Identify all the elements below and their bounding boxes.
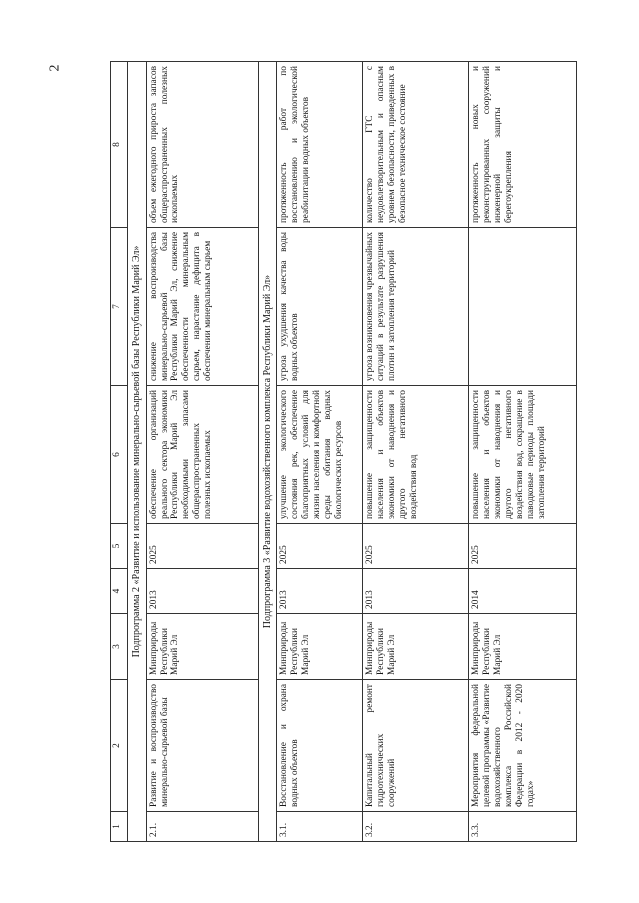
header-cell: 3 bbox=[111, 614, 128, 680]
end-year: 2025 bbox=[277, 524, 363, 569]
table-row bbox=[146, 62, 258, 842]
consequences bbox=[469, 228, 577, 386]
header-cell: 5 bbox=[111, 524, 128, 569]
end-year: 2025 bbox=[146, 524, 258, 569]
indicator: количество ГТС с неудовлетворительным и опасным уровнем безопасности, приведенных в безопасное техническое состояние bbox=[363, 62, 469, 228]
consequences: снижение воспроизводства минерально-сырьевой базы Республики Марий Эл, снижение обеспеченности минеральным сырьем, нарастание дефицита в обеспечении минеральным сырьем bbox=[146, 228, 258, 386]
indicator: протяженность работ по восстановлению и экологической реабилитации водных объектов bbox=[277, 62, 363, 228]
start-year: 2014 bbox=[469, 569, 577, 614]
table-row bbox=[363, 62, 469, 842]
expected-result: повышение защищенности населения и объектов экономики от наводнения и другого негативного воздействия вод, сокращение в паводковые периоды площади затопления территорий bbox=[469, 386, 577, 524]
header-cell: 1 bbox=[111, 812, 128, 842]
executor: Минприроды Республики Марий Эл bbox=[363, 614, 469, 680]
expected-result: улучшение экологического состояния рек, обеспечение благоприятных условий для жизни населения и комфортной среды обитания водных биологических ресурсов bbox=[277, 386, 363, 524]
program-measures-table bbox=[110, 61, 577, 842]
expected-result: обеспечение организаций реального сектора экономики Республики Марий Эл необходимыми запасами общераспространенных полезных ископаемых bbox=[146, 386, 258, 524]
header-cell: 6 bbox=[111, 386, 128, 524]
start-year: 2013 bbox=[277, 569, 363, 614]
row-number: 3.1. bbox=[277, 812, 363, 842]
table-row bbox=[277, 62, 363, 842]
measure-name: Мероприятия федеральной целевой программы «Развитие водохозяйственного комплекса Российской Федерации в 2012 - 2020 годах» bbox=[469, 680, 577, 812]
end-year: 2025 bbox=[469, 524, 577, 569]
subprogram-title: Подпрограмма 3 «Развитие водохозяйственного комплекса Республики Марий Эл» bbox=[258, 62, 277, 842]
row-number: 2.1. bbox=[146, 812, 258, 842]
start-year: 2013 bbox=[146, 569, 258, 614]
page-number: 2 bbox=[47, 64, 63, 72]
subprogram-title: Подпрограмма 2 «Развитие и использование минерально-сырьевой базы Республики Марий Эл» bbox=[128, 62, 147, 842]
header-cell: 8 bbox=[111, 62, 128, 228]
header-row bbox=[111, 62, 128, 842]
row-number: 3.3. bbox=[469, 812, 577, 842]
row-number: 3.2. bbox=[363, 812, 469, 842]
start-year: 2013 bbox=[363, 569, 469, 614]
measure-name: Развитие и воспроизводство минерально-сырьевой базы bbox=[146, 680, 258, 812]
consequences: угроза возникновения чрезвычайных ситуаций в результате разрушения плотин и затопления территорий bbox=[363, 228, 469, 386]
end-year: 2025 bbox=[363, 524, 469, 569]
indicator: объем ежегодного прироста запасов общераспространенных полезных ископаемых bbox=[146, 62, 258, 228]
expected-result: повышение защищенности населения и объектов экономики от наводнения и другого негативного воздействия вод bbox=[363, 386, 469, 524]
executor: Минприроды Республики Марий Эл bbox=[469, 614, 577, 680]
subprogram-row bbox=[258, 62, 277, 842]
table-row bbox=[469, 62, 577, 842]
rotated-page bbox=[110, 62, 610, 842]
measure-name: Восстановление и охрана водных объектов bbox=[277, 680, 363, 812]
header-cell: 4 bbox=[111, 569, 128, 614]
measure-name: Капитальный ремонт гидротехнических сооружений bbox=[363, 680, 469, 812]
consequences: угроза ухудшения качества воды водных объектов bbox=[277, 228, 363, 386]
subprogram-row bbox=[128, 62, 147, 842]
header-cell: 7 bbox=[111, 228, 128, 386]
indicator: протяженность новых и реконструированных сооружений инженерной защиты и берегоукрепления bbox=[469, 62, 577, 228]
executor: Минприроды Республики Марий Эл bbox=[146, 614, 258, 680]
header-cell: 2 bbox=[111, 680, 128, 812]
executor: Минприроды Республики Марий Эл bbox=[277, 614, 363, 680]
